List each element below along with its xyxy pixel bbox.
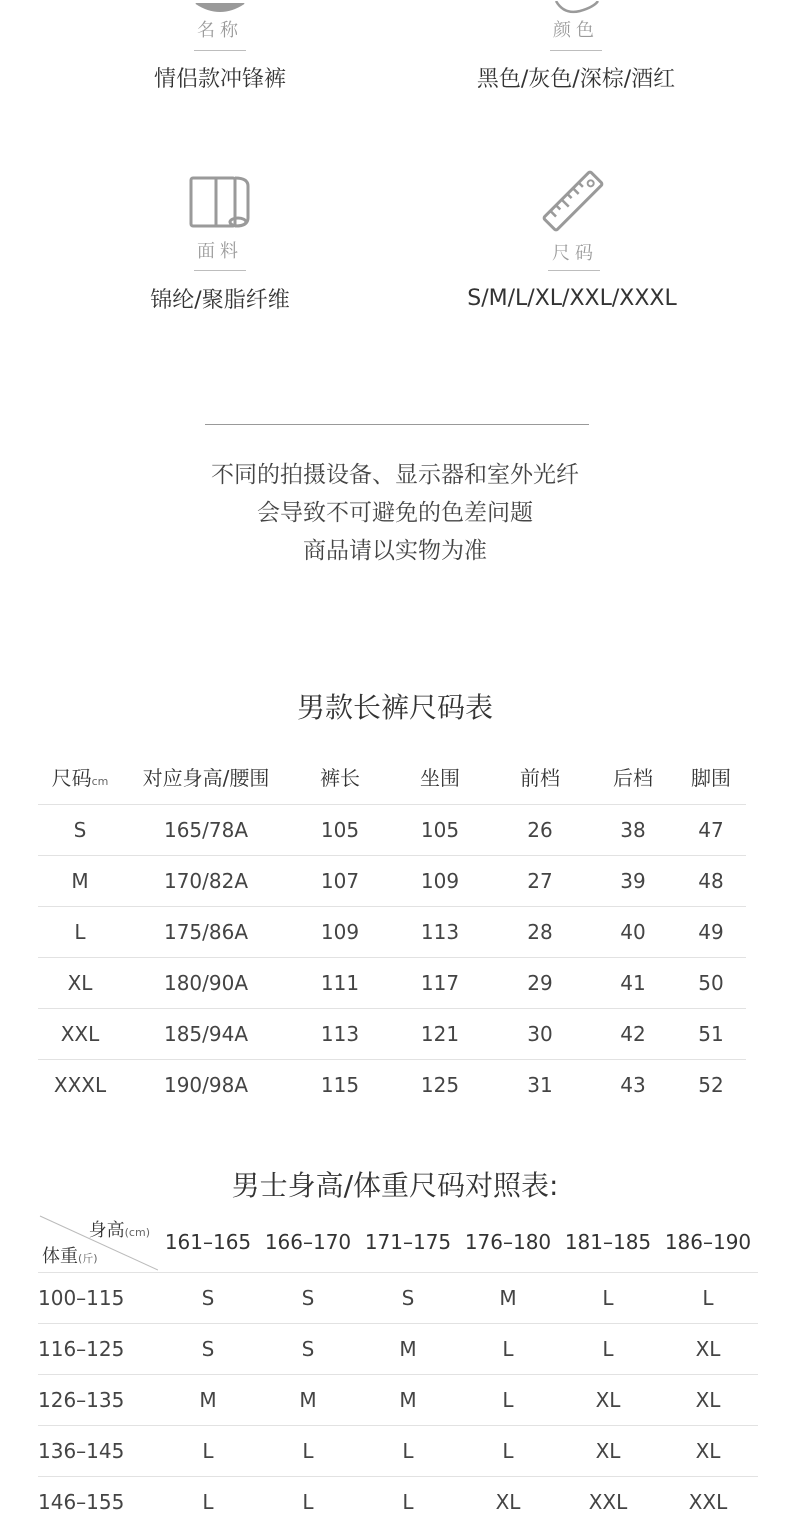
table-cell: 51	[676, 1009, 746, 1060]
table-cell: S	[258, 1273, 358, 1324]
table-row	[38, 1426, 758, 1477]
table-cell: 42	[590, 1009, 676, 1060]
table-row	[38, 1060, 746, 1111]
table-cell: 100–115	[38, 1273, 158, 1324]
table-cell: 109	[290, 907, 390, 958]
attr-value-fabric: 锦纶/聚脂纤维	[100, 283, 340, 314]
table-cell: L	[358, 1426, 458, 1477]
table-cell: 29	[490, 958, 590, 1009]
table-cell: 27	[490, 856, 590, 907]
table-cell: 26	[490, 805, 590, 856]
table-row	[38, 1273, 758, 1324]
table-cell: S	[38, 805, 122, 856]
header-cell: 176–180	[458, 1212, 558, 1273]
table-cell: 180/90A	[122, 958, 290, 1009]
table-cell: S	[158, 1324, 258, 1375]
table-cell: L	[158, 1477, 258, 1527]
corner-weight-label: 体重(斤)	[42, 1242, 98, 1268]
table-cell: L	[558, 1273, 658, 1324]
header-cell: 脚围	[676, 748, 746, 805]
table-row	[38, 907, 746, 958]
table-cell: 38	[590, 805, 676, 856]
notice-line: 不同的拍摄设备、显示器和室外光纤	[0, 456, 790, 489]
table-cell: 170/82A	[122, 856, 290, 907]
table-cell: 49	[676, 907, 746, 958]
table-cell: 165/78A	[122, 805, 290, 856]
table-cell: L	[258, 1477, 358, 1527]
section-divider	[205, 424, 589, 425]
header-cell: 186–190	[658, 1212, 758, 1273]
attr-underline	[194, 50, 246, 51]
table-cell: 41	[590, 958, 676, 1009]
table-cell: 31	[490, 1060, 590, 1111]
size-table-title: 男款长裤尺码表	[0, 686, 790, 726]
table-row	[38, 958, 746, 1009]
table-cell: M	[458, 1273, 558, 1324]
table-cell: L	[458, 1375, 558, 1426]
header-cell: 后档	[590, 748, 676, 805]
table-cell: M	[358, 1324, 458, 1375]
table-cell: 175/86A	[122, 907, 290, 958]
table-cell: 125	[390, 1060, 490, 1111]
table-cell: XXL	[38, 1009, 122, 1060]
size-table-header	[38, 748, 746, 805]
table-cell: 30	[490, 1009, 590, 1060]
table-cell: XXXL	[38, 1060, 122, 1111]
weight-table-header	[38, 1212, 758, 1273]
table-cell: L	[358, 1477, 458, 1527]
notice-line: 商品请以实物为准	[0, 532, 790, 565]
table-cell: S	[358, 1273, 458, 1324]
table-cell: XL	[38, 958, 122, 1009]
attr-label-fabric: 面料	[180, 237, 260, 263]
table-cell: L	[258, 1426, 358, 1477]
table-cell: L	[458, 1426, 558, 1477]
header-cell: 166–170	[258, 1212, 358, 1273]
table-cell: 50	[676, 958, 746, 1009]
table-cell: 113	[390, 907, 490, 958]
table-cell: XL	[658, 1324, 758, 1375]
attr-label-name: 名称	[180, 16, 260, 42]
table-cell: 146–155	[38, 1477, 158, 1527]
table-cell: 136–145	[38, 1426, 158, 1477]
table-cell: L	[158, 1426, 258, 1477]
table-cell: L	[558, 1324, 658, 1375]
table-cell: 43	[590, 1060, 676, 1111]
table-cell: XL	[658, 1375, 758, 1426]
table-row	[38, 856, 746, 907]
notice-line: 会导致不可避免的色差问题	[0, 494, 790, 527]
table-row	[38, 1477, 758, 1527]
attr-label-color: 颜色	[536, 16, 616, 42]
header-unit: cm	[92, 775, 109, 788]
table-cell: 185/94A	[122, 1009, 290, 1060]
table-cell: L	[658, 1273, 758, 1324]
header-cell: 对应身高/腰围	[122, 748, 290, 805]
attr-label-size: 尺码	[535, 239, 615, 265]
table-cell: 48	[676, 856, 746, 907]
table-cell: XL	[458, 1477, 558, 1527]
header-size-label: 尺码	[52, 766, 92, 790]
table-cell: 28	[490, 907, 590, 958]
table-cell: 39	[590, 856, 676, 907]
table-cell: XXL	[558, 1477, 658, 1527]
table-cell: 126–135	[38, 1375, 158, 1426]
table-cell: S	[258, 1324, 358, 1375]
fabric-roll-icon	[188, 172, 252, 232]
table-cell: 115	[290, 1060, 390, 1111]
header-cell: 161–165	[158, 1212, 258, 1273]
header-cell: 坐围	[390, 748, 490, 805]
table-cell: 47	[676, 805, 746, 856]
table-cell: 116–125	[38, 1324, 158, 1375]
corner-height-label: 身高(cm)	[89, 1216, 150, 1242]
table-cell: L	[38, 907, 122, 958]
ruler-icon	[538, 166, 608, 236]
header-cell: 前档	[490, 748, 590, 805]
table-cell: 105	[290, 805, 390, 856]
table-row	[38, 1324, 758, 1375]
table-cell: S	[158, 1273, 258, 1324]
table-cell: 109	[390, 856, 490, 907]
table-cell: M	[258, 1375, 358, 1426]
palette-icon	[550, 0, 602, 14]
attr-value-size: S/M/L/XL/XXL/XXXL	[420, 286, 724, 311]
header-cell: 171–175	[358, 1212, 458, 1273]
table-cell: 113	[290, 1009, 390, 1060]
table-cell: 52	[676, 1060, 746, 1111]
header-cell	[38, 748, 122, 805]
table-cell: M	[158, 1375, 258, 1426]
attr-value-name: 情侣款冲锋裤	[100, 62, 340, 93]
table-cell: L	[458, 1324, 558, 1375]
table-cell: XL	[658, 1426, 758, 1477]
table-cell: 40	[590, 907, 676, 958]
table-row	[38, 1009, 746, 1060]
attr-underline	[550, 50, 602, 51]
table-cell: 190/98A	[122, 1060, 290, 1111]
table-row	[38, 1375, 758, 1426]
table-cell: XL	[558, 1426, 658, 1477]
table-cell: M	[38, 856, 122, 907]
tag-icon	[194, 0, 246, 12]
weight-table	[38, 1212, 758, 1527]
size-table	[38, 748, 746, 1110]
table-cell: XL	[558, 1375, 658, 1426]
table-cell: 117	[390, 958, 490, 1009]
attr-underline	[194, 270, 246, 271]
table-cell: XXL	[658, 1477, 758, 1527]
header-cell: 181–185	[558, 1212, 658, 1273]
table-cell: 105	[390, 805, 490, 856]
corner-cell	[38, 1212, 158, 1273]
attr-value-color: 黑色/灰色/深棕/酒红	[430, 62, 722, 93]
table-cell: 111	[290, 958, 390, 1009]
table-row	[38, 805, 746, 856]
table-cell: M	[358, 1375, 458, 1426]
weight-table-title: 男士身高/体重尺码对照表:	[0, 1164, 790, 1204]
header-cell: 裤长	[290, 748, 390, 805]
attr-underline	[548, 270, 600, 271]
table-cell: 121	[390, 1009, 490, 1060]
table-cell: 107	[290, 856, 390, 907]
